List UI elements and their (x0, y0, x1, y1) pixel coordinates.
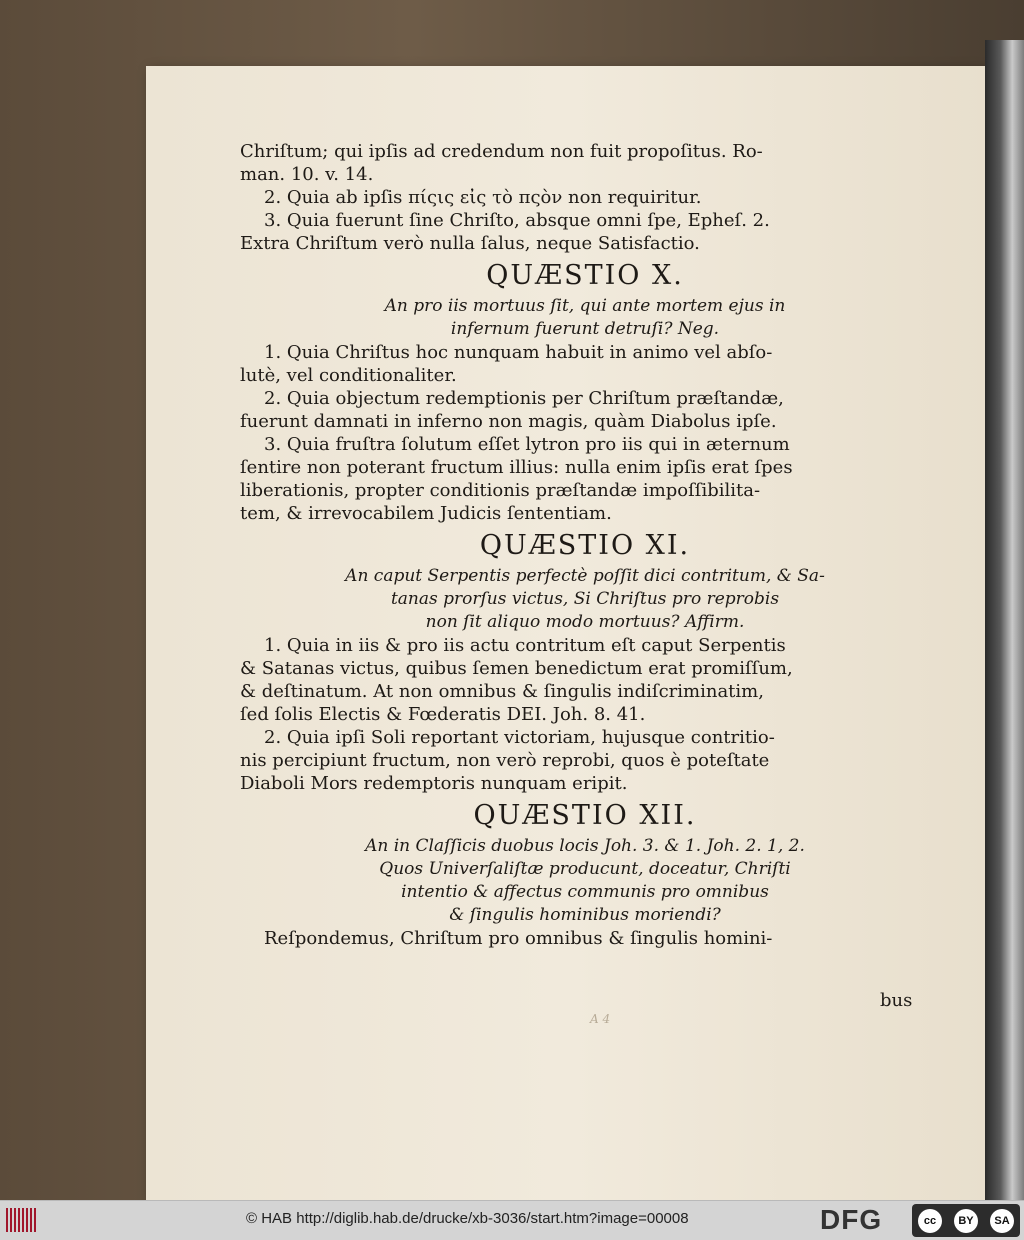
barcode-icon (6, 1208, 36, 1232)
text-line: fuerunt damnati in inferno non magis, quàm Diabolus ipſe. (240, 411, 777, 432)
dfg-logo[interactable]: DFG (820, 1204, 883, 1235)
text-line: 1. Quia Chriſtus hoc nunquam habuit in animo vel abſo- (264, 342, 773, 363)
text-line: Chriſtum; qui ipſis ad credendum non fuit propoſitus. Ro- (240, 141, 763, 162)
text-line: Extra Chriſtum verò nulla ſalus, neque Satisfactio. (240, 233, 700, 254)
question-italic: infernum fuerunt detruſi? Neg. (450, 319, 720, 339)
question-italic: intentio & affectus communis pro omnibus (401, 882, 769, 902)
question-italic: An in Claſſicis duobus locis Joh. 3. & 1. Joh. 2. 1, 2. (365, 836, 805, 856)
signature-mark: A 4 (590, 1012, 611, 1026)
text-line: man. 10. v. 14. (240, 164, 374, 185)
text-line: nis percipiunt fructum, non verò reprobi, quos è poteſtate (240, 750, 770, 771)
text-line: liberationis, propter conditionis præſtandæ impoſſibilita- (240, 480, 761, 501)
text-line: 2. Quia ipſi Soli reportant victoriam, hujusque contritio- (264, 727, 775, 748)
text-line: tem, & irrevocabilem Judicis ſententiam. (240, 503, 612, 524)
question-italic: An caput Serpentis perfectè poſſit dici contritum, & Sa- (345, 566, 825, 586)
question-heading: QUÆSTIO X. (486, 260, 684, 291)
question-italic: tanas prorſus victus, Si Chriſtus pro reprobis (390, 589, 780, 609)
question-italic: Quos Univerſaliſtæ producunt, doceatur, Chriſti (379, 859, 791, 879)
text-line: & deſtinatum. At non omnibus & ſingulis indiſcriminatim, (240, 681, 764, 702)
question-heading: QUÆSTIO XI. (479, 530, 691, 561)
question-italic: & ſingulis hominibus moriendi? (449, 905, 721, 925)
catchword: bus (880, 990, 913, 1011)
book-fold (985, 40, 1024, 1200)
text-line: ſentire non poterant fructum illius: nulla enim ipſis erat ſpes (240, 457, 793, 478)
text-line: lutè, vel conditionaliter. (240, 365, 457, 386)
question-heading: QUÆSTIO XII. (473, 800, 697, 831)
page-text (240, 140, 930, 950)
text-line: 1. Quia in iis & pro iis actu contritum eſt caput Serpentis (264, 635, 786, 656)
question-italic: An pro iis mortuus ſit, qui ante mortem ejus in (384, 296, 786, 316)
by-icon: BY (954, 1209, 978, 1233)
cc-license-badge[interactable] (912, 1204, 1020, 1237)
viewer-footer (0, 1200, 1024, 1240)
cc-icon: cc (918, 1209, 942, 1233)
text-line: 3. Quia fuerunt ſine Chriſto, absque omni ſpe, Epheſ. 2. (264, 210, 770, 231)
question-italic: non ſit aliquo modo mortuus? Affirm. (425, 612, 745, 632)
copyright-link[interactable]: © HAB http://diglib.hab.de/drucke/xb-3036/start.htm?image=00008 (246, 1210, 689, 1227)
text-line: ſed ſolis Electis & Fœderatis DEI. Joh. 8. 41. (240, 704, 646, 725)
text-line: Diaboli Mors redemptoris nunquam eripit. (240, 773, 628, 794)
text-line: 3. Quia fruſtra ſolutum eſſet lytron pro iis qui in æternum (264, 434, 790, 455)
text-line: 2. Quia objectum redemptionis per Chriſtum præſtandæ, (264, 388, 784, 409)
text-line: Reſpondemus, Chriſtum pro omnibus & ſingulis homini- (264, 928, 773, 949)
text-line: & Satanas victus, quibus ſemen benedictum erat promiſſum, (240, 658, 793, 679)
sa-icon: SA (990, 1209, 1014, 1233)
text-line: 2. Quia ab ipſis πίςις εἰς τὸ πςὸν non requiritur. (264, 187, 702, 208)
